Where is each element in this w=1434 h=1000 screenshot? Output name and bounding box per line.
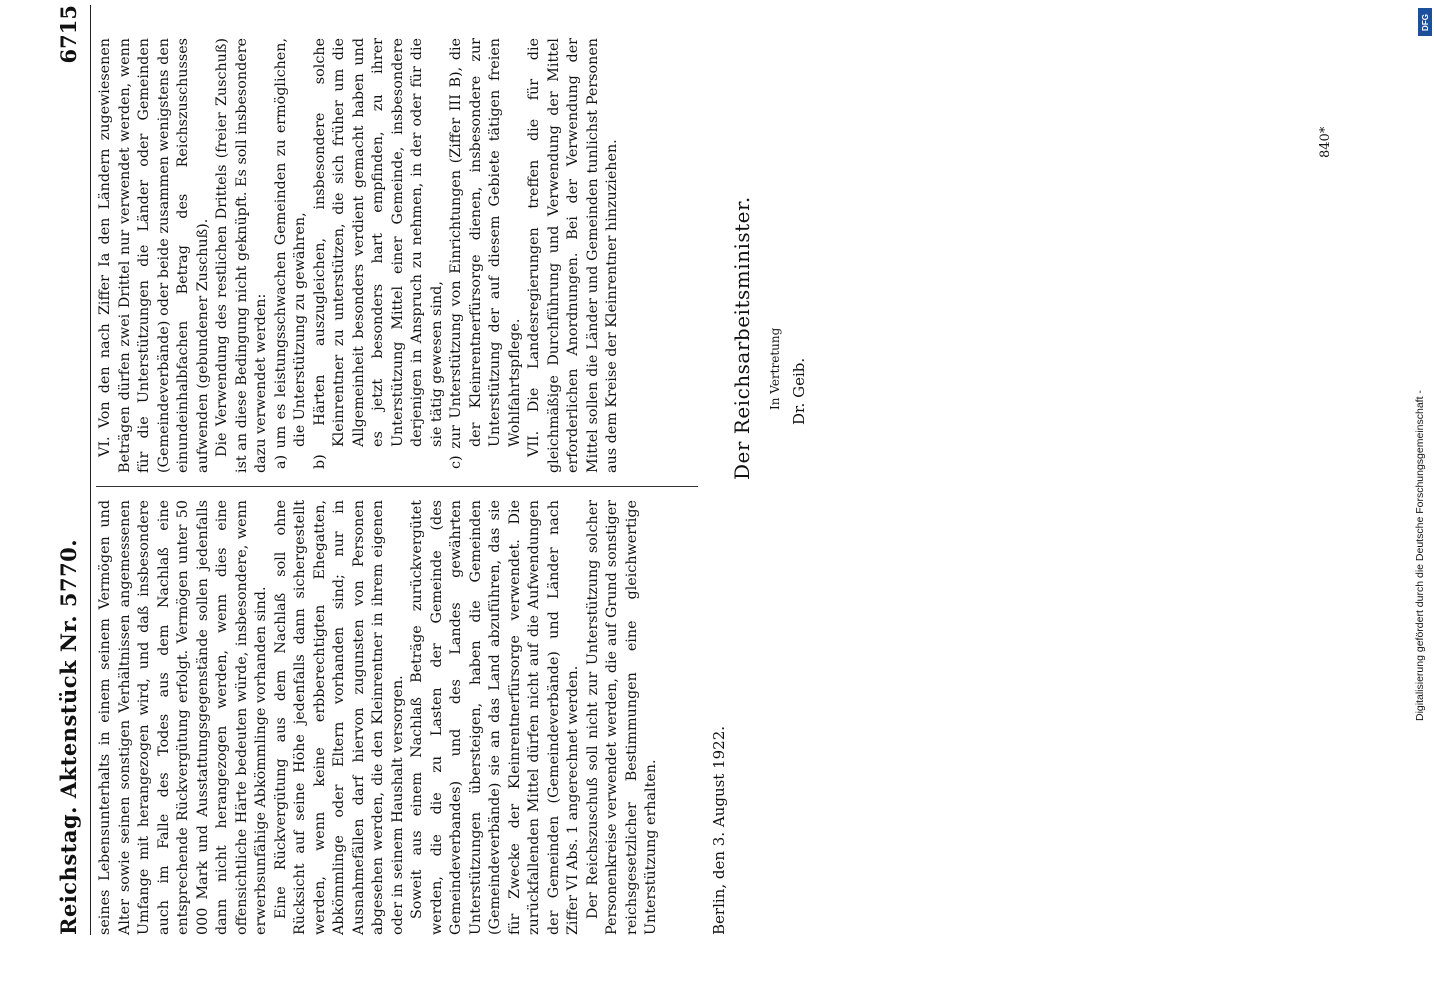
paragraph: Die Verwendung des restlichen Drittels (freier Zuschuß) ist an diese Bedingung nicht geknüpft. Es soll insbesondere dazu verwendet werden:	[214, 38, 269, 473]
paragraph: Soweit aus einem Nachlaß Beträge zurückvergütet werden, die die zu Lasten der Gemeinde (des Gemeindeverbandes) und des Landes gewährten Unterstützungen übersteigen, haben die Gemeinden (Gemeindeverbände) sie an das Land abzuführen, das sie für Zwecke der Kleinrentnerfürsorge verwendet. Die zurückfallenden Mittel dürfen nicht auf die Aufwendungen der Gemeinden (Gemeindeverbände) und Länder nach Ziffer VI Abs. 1 angerechnet werden.	[409, 500, 581, 935]
paragraph: Eine Rückvergütung aus dem Nachlaß soll ohne Rücksicht auf seine Höhe jedenfalls dann sichergestellt werden, wenn keine erbberechtigten Ehegatten, Abkömmlinge oder Eltern vorhanden sind; nur in Ausnahmefällen darf hiervon zugunsten von Personen abgesehen werden, die den Kleinrentner in ihrem eigenen oder in seinem Haushalt versorgen.	[272, 500, 406, 935]
signatory-name: Dr. Geib.	[790, 357, 808, 425]
page-number: 6715	[56, 5, 81, 64]
item-list	[272, 38, 526, 473]
left-column	[96, 500, 662, 935]
list-item	[311, 38, 448, 473]
header-title: Reichstag. Aktenstück Nr. 5770.	[56, 538, 81, 935]
list-marker: c)	[448, 455, 464, 469]
rotated-document-page	[50, 5, 808, 935]
sidebar-credit	[1412, 390, 1430, 990]
credit-text: Digitalisierung gefördert durch die Deutsche Forschungsgemeinschaft -	[1414, 390, 1426, 721]
list-marker: a)	[272, 454, 289, 469]
list-text: um es leistungsschwachen Gemeinden zu ermöglichen, die Unterstützung zu gewähren,	[272, 37, 308, 449]
list-item	[272, 38, 311, 473]
paragraph: VI. Von den nach Ziffer Ia den Ländern zugewiesenen Beträgen dürfen zwei Drittel nur verwendet werden, wenn für die Unterstützungen die Länder oder Gemeinden (Gemeindeverbände) oder beide zusammen wenigstens den einundeinhalbfachen Betrag des Reichszuschusses aufwenden (gebundener Zuschuß).	[97, 38, 211, 473]
paragraph: Der Reichszuschuß soll nicht zur Unterstützung solcher Personenkreise verwendet werden, die auf Grund sonstiger reichsgesetzlicher Bestimmungen eine gleichwertige Unterstützung erhalten.	[584, 500, 659, 935]
list-text: Härten auszugleichen, insbesondere solche Kleinrentner zu unterstützen, die sich früher um die Allgemeinheit besonders verdient gemacht haben und es jetzt besonders hart empfinden, zu ihrer Unterstützung Mittel einer Gemeinde, insbesondere derjenigen in Anspruch zu nehmen, in der oder für die sie tätig gewesen sind,	[311, 38, 445, 447]
date-line: Berlin, den 3. August 1922.	[710, 725, 728, 935]
column-divider	[96, 486, 698, 487]
page-header	[50, 5, 91, 935]
paragraph: VII. Die Landesregierungen treffen die für die gleichmäßige Durchführung und Verwendung der Mittel erforderlichen Anordnungen. Bei der Verwendung der Mittel sollen die Länder und Gemeinden tunlichst Personen aus dem Kreise der Kleinrentner hinzuziehen.	[526, 38, 620, 473]
list-marker: b)	[311, 454, 328, 469]
deputy-line: In Vertretung	[768, 327, 782, 410]
dfg-logo: DFG	[1418, 8, 1432, 36]
list-item	[447, 38, 525, 473]
list-text: zur Unterstützung von Einrichtungen (Ziffer III B), die der Kleinrentnerfürsorge dienen, insbesondere zur Unterstützung der auf diesem Gebiete tätigen freien Wohlfahrtspflege.	[448, 37, 523, 449]
paragraph: seines Lebensunterhalts in einem seinem Vermögen und Alter sowie seinen sonstigen Verhältnissen angemessenen Umfange mit herangezogen wird, und daß insbesondere auch im Falle des Todes aus dem Nachlaß eine entsprechende Rückvergütung erfolgt. Vermögen unter 50 000 Mark und Ausstattungsgegenstände sollen jedenfalls dann nicht herangezogen werden, wenn dies eine offensichtliche Härte bedeuten würde, insbesondere, wenn erwerbsunfähige Abkömmlinge vorhanden sind.	[97, 500, 269, 935]
marginal-mark: 840*	[1318, 126, 1333, 158]
signatory-title: Der Reichsarbeitsminister.	[730, 196, 754, 480]
right-column	[96, 38, 623, 473]
